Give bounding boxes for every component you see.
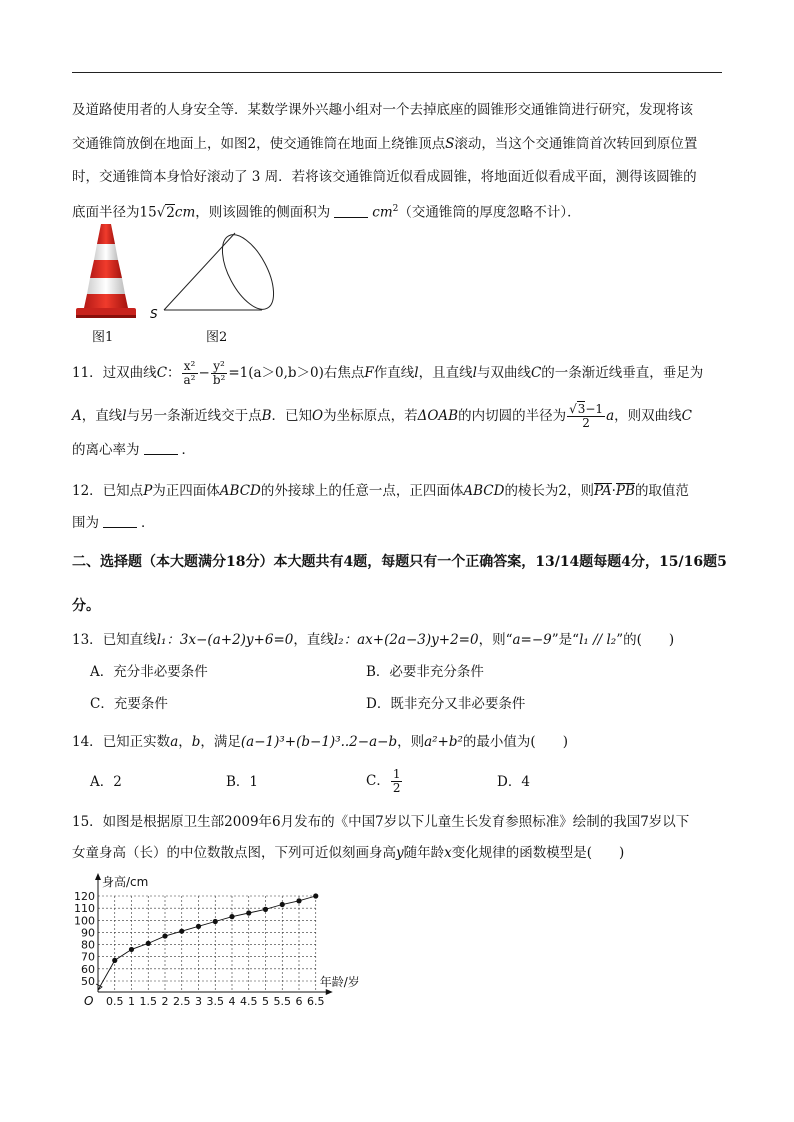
x-tick-label-9: 5 xyxy=(262,995,269,1008)
q13-line-l1: l₁ xyxy=(156,632,167,648)
data-point-6 xyxy=(213,919,218,924)
q13-stem xyxy=(72,630,674,650)
q14-option-d[interactable]: D．4 xyxy=(497,774,530,790)
q11-end: ． xyxy=(181,442,195,458)
q10-line-2 xyxy=(72,134,697,154)
q14-comma: ， xyxy=(178,734,192,750)
q12-answer-blank[interactable] xyxy=(103,515,137,528)
header-rule xyxy=(72,72,722,73)
q11-line-l-3: l xyxy=(122,408,127,424)
cone-stripe-1 xyxy=(94,244,118,260)
q12-end: ． xyxy=(141,515,155,531)
q11-frac-x-den: a² xyxy=(183,373,196,387)
q11-radius-den: 2 xyxy=(582,416,590,430)
q14-expression: a²+b² xyxy=(424,734,463,750)
q14-option-a[interactable]: A．2 xyxy=(90,774,122,790)
q15-line-1: 15．如图是根据原卫生部2009年6月发布的《中国7岁以下儿童生长发育参照标准》绘制的我国7岁以下 xyxy=(72,814,690,830)
x-tick-label-3: 2 xyxy=(161,995,169,1008)
x-tick-label-7: 4 xyxy=(228,995,236,1008)
data-point-7 xyxy=(229,914,234,919)
q11-text-k: 的内切圆的半径为 xyxy=(458,408,567,424)
cone-bottom xyxy=(84,294,128,308)
x-tick-label-6: 3.5 xyxy=(206,995,224,1008)
q10-unit: cm xyxy=(174,204,196,221)
q11-root-3: 3 xyxy=(577,402,586,416)
q11-origin-o: O xyxy=(312,408,324,424)
cone-stripe-2 xyxy=(87,278,125,294)
q12-tetra-2: ABCD xyxy=(463,483,505,499)
q13-parallel: l₁ // l₂ xyxy=(579,632,617,648)
q10-text-4b: ，则该圆锥的侧面积为 xyxy=(195,204,331,221)
q12-vector-pb: PB xyxy=(615,483,635,499)
height-scatter-chart xyxy=(70,870,390,1015)
figure-2-caption: 图2 xyxy=(206,330,228,345)
x-tick-label-4: 2.5 xyxy=(173,995,191,1008)
data-point-10 xyxy=(280,902,285,907)
q12-dot: · xyxy=(611,483,616,499)
trend-line xyxy=(98,896,316,990)
y-tick-label-5: 100 xyxy=(74,914,95,928)
q15-text-a: 女童身高（长）的中位数散点图，下列可近似刻画身高 xyxy=(72,845,396,861)
q11-text-i: ．已知 xyxy=(271,408,312,424)
q10-answer-blank[interactable] xyxy=(334,205,368,218)
rolled-cone-figure xyxy=(150,225,280,325)
q11-var-a: a xyxy=(606,408,615,424)
q11-line-3 xyxy=(72,440,195,460)
q11-text-g: ，直线 xyxy=(81,408,123,424)
cone-tip xyxy=(97,224,115,244)
x-tick-label-8: 4.5 xyxy=(240,995,258,1008)
q11-focus-f: F xyxy=(364,365,374,381)
q13-option-c[interactable]: C．充要条件 xyxy=(90,696,168,712)
q14-stem xyxy=(72,732,568,752)
section-2-heading: 二、选择题（本大题满分18分）本大题共有4题，每题只有一个正确答案，13/14题每题4分，15/16题5 xyxy=(72,554,727,570)
q13-number: 13． xyxy=(72,632,103,648)
q12-number: 12． xyxy=(72,483,103,499)
q14-option-c-num: 1 xyxy=(392,767,401,781)
q11-frac-x-num: x² xyxy=(182,360,198,374)
q13-text-a: 已知直线 xyxy=(102,632,157,648)
q11-text-n: 的离心率为 xyxy=(72,442,140,458)
q10-text-2a: 交通锥筒放倒在地面上，如图2，使交通锥筒在地面上绕锥顶点 xyxy=(72,136,446,152)
q14-option-c-frac xyxy=(391,768,403,795)
q14-option-b[interactable]: B．1 xyxy=(226,774,259,790)
q11-answer-blank[interactable] xyxy=(144,442,178,455)
q12-vector-pa: PA xyxy=(594,483,612,499)
q14-option-c-den: 2 xyxy=(392,781,401,795)
q10-text-4c: （交通锥筒的厚度忽略不计）． xyxy=(398,204,581,221)
q11-condition: =1(a＞0,b＞0) xyxy=(228,365,324,381)
q14-text-c: ，则 xyxy=(397,734,425,750)
q10-text-3b: 周．若将该交通锥筒近似看成圆锥，将地面近似看成平面，测得该圆锥的 xyxy=(264,169,697,185)
figure-1-caption: 图1 xyxy=(92,330,114,345)
q11-text-h: 与另一条渐近线交于点 xyxy=(126,408,262,424)
q11-curve-c-2: C xyxy=(530,365,542,381)
data-point-5 xyxy=(196,924,201,929)
q11-text-e: 与双曲线 xyxy=(476,365,531,381)
q11-line-2 xyxy=(72,401,692,431)
q15-line-2 xyxy=(72,843,624,863)
cone-base-ellipse xyxy=(212,227,280,317)
q11-frac-y-den: b² xyxy=(212,373,226,387)
q14-number: 14． xyxy=(72,734,103,750)
q11-frac-x xyxy=(182,360,198,387)
q14-var-a: a xyxy=(170,734,179,750)
q14-inequality: (a−1)³+(b−1)³..2−a−b xyxy=(240,734,398,750)
x-tick-label-10: 5.5 xyxy=(273,995,291,1008)
q15-text-c: 变化规律的函数模型是( ) xyxy=(451,845,625,861)
data-point-3 xyxy=(162,933,167,938)
q11-text-b: 右焦点 xyxy=(323,365,365,381)
x-tick-label-12: 6.5 xyxy=(307,995,325,1008)
cone-top-edge xyxy=(164,233,235,310)
q11-text-m: ，则双曲线 xyxy=(614,408,682,424)
data-point-11 xyxy=(296,898,301,903)
q14-text-b: ，满足 xyxy=(200,734,241,750)
q11-line-l-2: l xyxy=(472,365,477,381)
q10-radius-root: 2 xyxy=(166,204,175,221)
origin-label: O xyxy=(84,994,94,1008)
vertex-s-label: S xyxy=(150,307,158,321)
data-point-8 xyxy=(246,910,251,915)
q10-unit-2: cm xyxy=(372,204,393,221)
y-tick-label-3: 80 xyxy=(81,938,95,952)
q12-text-d: 的棱长为2，则 xyxy=(504,483,595,499)
q13-line-l2: l₂ xyxy=(333,632,344,648)
q10-text-3a: 时，交通锥筒本身恰好滚动了 xyxy=(72,169,248,185)
q13-option-a[interactable]: A．充分非必要条件 xyxy=(90,664,208,680)
q14-text-a: 已知正实数 xyxy=(102,734,171,750)
x-tick-label-0: 0.5 xyxy=(106,995,124,1008)
q10-turns: 3 xyxy=(251,169,261,185)
q10-unit-sup: 2 xyxy=(392,204,399,214)
y-tick-label-1: 60 xyxy=(81,962,95,976)
data-point-12 xyxy=(313,893,318,898)
q13-text-b: ，直线 xyxy=(293,632,334,648)
q10-text-4a: 底面半径为 xyxy=(72,204,140,221)
q13-text-c: ，则“ xyxy=(478,632,513,648)
section-2-heading-cont: 分。 xyxy=(72,598,100,614)
q10-line-1 xyxy=(72,100,693,120)
q11-curve-c: C xyxy=(156,365,168,381)
q13-option-d[interactable]: D．既非充分又非必要条件 xyxy=(366,696,526,712)
y-tick-label-4: 90 xyxy=(81,926,95,940)
q11-text-f: 的一条渐近线垂直，垂足为 xyxy=(541,365,704,381)
q10-text-1: 及道路使用者的人身安全等．某数学课外兴趣小组对一个去掉底座的圆锥形交通锥筒进行研究，发现将该 xyxy=(72,102,693,118)
q13-option-b[interactable]: B．必要非充分条件 xyxy=(366,664,484,680)
cone-mid xyxy=(90,260,122,278)
q14-text-d: 的最小值为( ) xyxy=(462,734,568,750)
x-tick-label-1: 1 xyxy=(128,995,135,1008)
q15-var-y: y xyxy=(396,845,404,861)
q11-radius-frac xyxy=(567,403,605,430)
q11-triangle: ΔOAB xyxy=(417,408,459,424)
q15-var-x: x xyxy=(444,845,452,861)
y-axis-arrow xyxy=(95,873,101,880)
q13-text-e: ”的( ) xyxy=(616,632,675,648)
q15-text-b: 随年龄 xyxy=(403,845,445,861)
q11-point-b: B xyxy=(261,408,272,424)
q11-text-c: 作直线 xyxy=(373,365,415,381)
data-point-9 xyxy=(263,907,268,912)
q11-text-d: ，且直线 xyxy=(418,365,473,381)
q11-minus-1: −1 xyxy=(585,402,604,416)
q11-text-a: 过双曲线 xyxy=(102,365,157,381)
q11-number: 11． xyxy=(72,365,103,381)
y-axis-label: 身高/cm xyxy=(102,875,149,889)
q11-frac-y-num: y² xyxy=(211,360,228,374)
q13-eq-1: ：3x−(a+2)y+6=0 xyxy=(166,632,294,648)
data-point-0 xyxy=(112,958,117,963)
x-tick-label-2: 1.5 xyxy=(139,995,157,1008)
traffic-cone-figure xyxy=(70,222,142,322)
q12-point-p: P xyxy=(143,483,153,499)
data-point-2 xyxy=(146,941,151,946)
x-axis-arrow xyxy=(326,989,333,995)
data-point-1 xyxy=(129,947,134,952)
q11-radius-num: √3−1 xyxy=(569,402,604,416)
data-point-4 xyxy=(179,929,184,934)
q10-line-4: 底面半径为15√2cm，则该圆锥的侧面积为 $cm^2$（交通锥筒的厚度忽略不计）． xyxy=(72,204,581,221)
q12-tetra-1: ABCD xyxy=(219,483,261,499)
q11-frac-y xyxy=(211,360,228,387)
q12-text-a: 已知点 xyxy=(102,483,144,499)
q14-var-b: b xyxy=(191,734,201,750)
q11-point-a: A xyxy=(72,408,82,424)
y-tick-label-0: 50 xyxy=(81,975,95,988)
q11-curve-c-3: C xyxy=(681,408,692,424)
x-tick-label-5: 3 xyxy=(195,995,202,1008)
y-tick-label-6: 110 xyxy=(74,902,95,916)
q10-radius-coef: 15 xyxy=(139,204,157,221)
q14-option-c[interactable] xyxy=(366,766,403,796)
q11-line-l: l xyxy=(414,365,419,381)
q11-line-1: 11．过双曲线C： $\frac{\text{x²}}{\text{a²}}$ − $\frac{\text{y²}}{\text{b²}}$ =1(a＞0,b＞0)右焦点F作直线l，且直线l与双曲线C的一条渐近线垂直，垂足为 xyxy=(72,359,704,387)
q13-eq-2: ：ax+(2a−3)y+2=0 xyxy=(343,632,479,648)
q10-line-3 xyxy=(72,167,697,187)
q11-text-j: 为坐标原点，若 xyxy=(323,408,418,424)
q13-text-d: ”是“ xyxy=(551,632,580,648)
q10-vertex-s: S xyxy=(445,136,455,152)
y-tick-label-7: 120 xyxy=(74,890,95,903)
x-tick-label-11: 6 xyxy=(295,995,303,1008)
q12-line-2 xyxy=(72,513,155,533)
q10-text-2b: 滚动，当这个交通锥筒首次转回到原位置 xyxy=(454,136,698,152)
q12-text-e: 的取值范 xyxy=(634,483,689,499)
q12-text-f: 围为 xyxy=(72,515,99,531)
q13-condition: a=−9 xyxy=(512,632,552,648)
y-tick-label-2: 70 xyxy=(81,950,95,964)
q14-option-c-label: C． xyxy=(366,773,390,789)
x-axis-label: 年龄/岁 xyxy=(319,975,360,989)
q12-line-1 xyxy=(72,481,689,501)
q12-text-c: 的外接球上的任意一点，正四面体 xyxy=(260,483,464,499)
q12-text-b: 为正四面体 xyxy=(152,483,220,499)
